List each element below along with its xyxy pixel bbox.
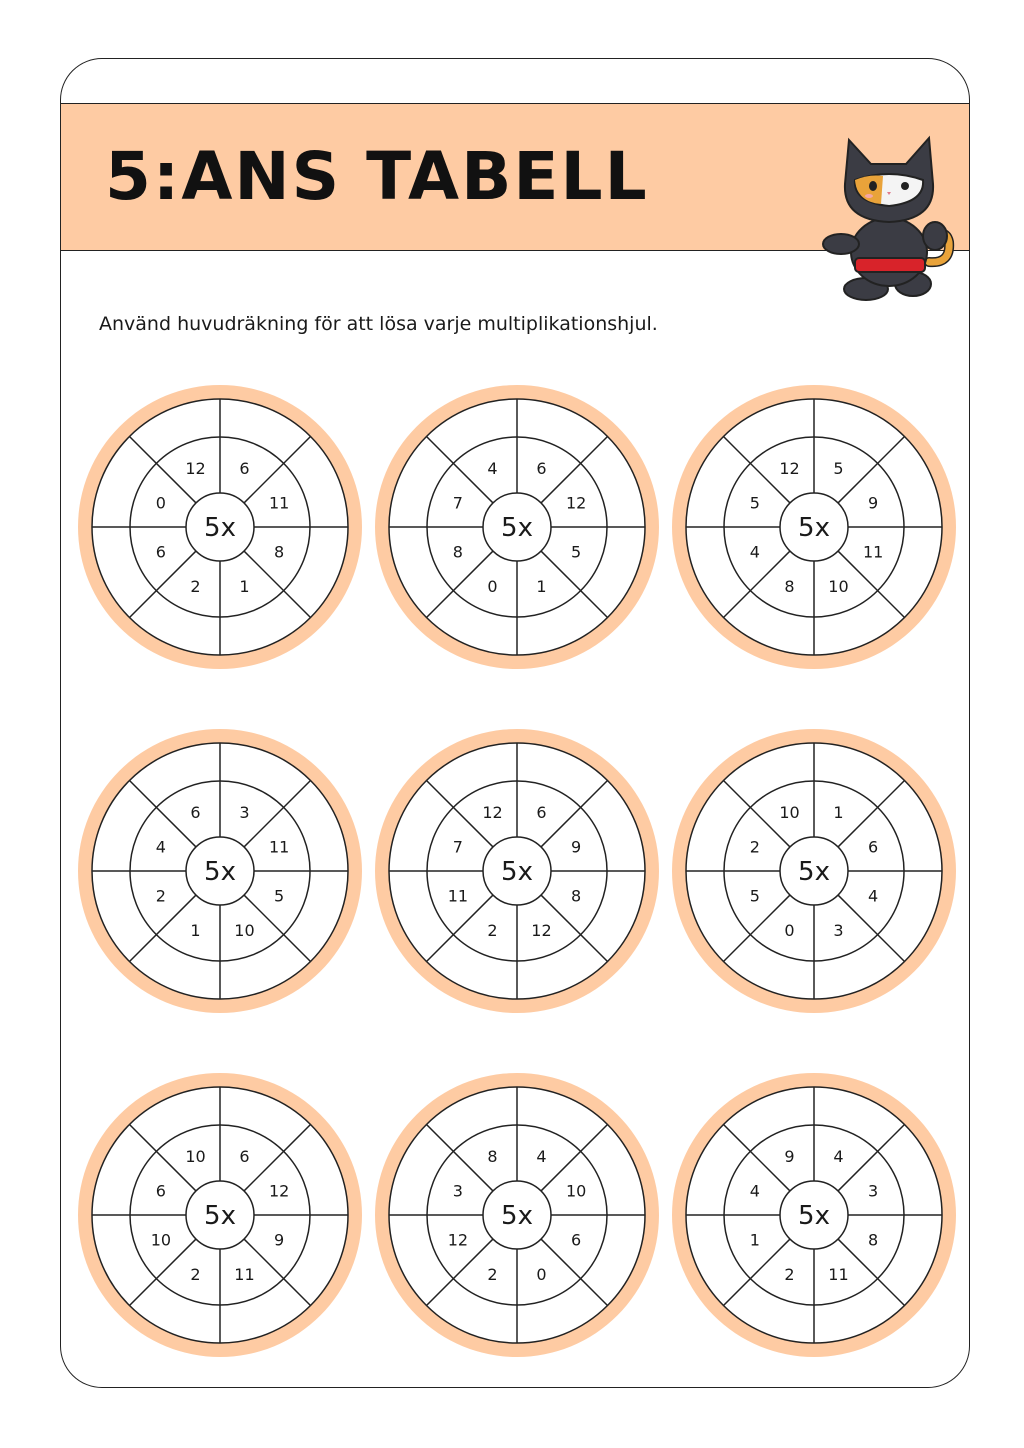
wheel-number: 7 [452, 493, 463, 513]
wheel-number: 1 [536, 577, 547, 597]
wheel-center-label: 5x [204, 513, 236, 543]
wheel-center-label: 5x [501, 1201, 533, 1231]
wheel-number: 10 [565, 1181, 587, 1201]
wheel-number: 3 [452, 1181, 463, 1201]
multiplication-wheel [664, 377, 964, 677]
wheel-center-label: 5x [204, 1201, 236, 1231]
wheel-number: 8 [274, 542, 285, 562]
wheel-number: 4 [536, 1146, 547, 1166]
wheel-number: 11 [234, 1265, 255, 1285]
instructions-text: Använd huvudräkning för att lösa varje multiplikationshjul. [99, 313, 658, 335]
wheel-number: 2 [487, 1265, 498, 1285]
wheel-number: 1 [833, 802, 844, 822]
wheel-number: 9 [274, 1230, 285, 1250]
wheel-number: 12 [482, 802, 503, 822]
multiplication-wheel [70, 377, 370, 677]
wheel-number: 2 [190, 1265, 201, 1285]
wheel-number: 5 [274, 886, 285, 906]
wheel-number: 12 [779, 458, 800, 478]
wheel-number: 4 [487, 458, 498, 478]
wheel-number: 12 [565, 493, 587, 513]
page-title: 5:ANS TABELL [105, 138, 649, 215]
wheel-number: 6 [155, 1181, 166, 1201]
wheel-number: 8 [487, 1146, 498, 1166]
multiplication-wheel [70, 721, 370, 1021]
wheel-number: 6 [239, 458, 250, 478]
wheel-number: 5 [749, 886, 760, 906]
wheel-number: 2 [155, 886, 166, 906]
wheel-number: 0 [784, 921, 795, 941]
wheel-number: 8 [571, 886, 582, 906]
wheel-number: 5 [571, 542, 582, 562]
wheel-number: 11 [268, 493, 290, 513]
wheel-number: 7 [452, 837, 463, 857]
wheel-number: 12 [268, 1181, 290, 1201]
wheel-number: 3 [868, 1181, 879, 1201]
wheel-number: 6 [536, 458, 547, 478]
wheel-number: 6 [571, 1230, 582, 1250]
multiplication-wheel [367, 721, 667, 1021]
wheel-number: 9 [784, 1146, 795, 1166]
wheels-grid [61, 59, 969, 1387]
wheel-number: 10 [779, 802, 800, 822]
multiplication-wheel [664, 1065, 964, 1365]
wheel-number: 5 [833, 458, 844, 478]
wheel-number: 0 [487, 577, 498, 597]
wheel-number: 5 [749, 493, 760, 513]
wheel-number: 8 [868, 1230, 879, 1250]
wheel-number: 6 [536, 802, 547, 822]
wheel-number: 4 [155, 837, 166, 857]
multiplication-wheel [70, 1065, 370, 1365]
wheel-number: 10 [150, 1230, 172, 1250]
wheel-center-label: 5x [204, 857, 236, 887]
wheel-number: 4 [868, 886, 879, 906]
wheel-number: 2 [749, 837, 760, 857]
wheel-number: 9 [868, 493, 879, 513]
wheel-number: 11 [862, 542, 884, 562]
wheel-number: 0 [155, 493, 166, 513]
wheel-number: 2 [487, 921, 498, 941]
wheel-number: 6 [190, 802, 201, 822]
wheel-number: 4 [833, 1146, 844, 1166]
wheel-number: 6 [868, 837, 879, 857]
wheel-center-label: 5x [798, 857, 830, 887]
wheel-number: 10 [828, 577, 849, 597]
wheel-center-label: 5x [798, 1201, 830, 1231]
worksheet-frame [60, 58, 970, 1388]
wheel-number: 6 [155, 542, 166, 562]
wheel-number: 11 [447, 886, 469, 906]
wheel-number: 12 [447, 1230, 469, 1250]
wheel-number: 3 [833, 921, 844, 941]
wheel-number: 9 [571, 837, 582, 857]
wheel-number: 12 [531, 921, 552, 941]
wheel-number: 10 [234, 921, 255, 941]
wheel-number: 2 [190, 577, 201, 597]
wheel-number: 2 [784, 1265, 795, 1285]
wheel-number: 6 [239, 1146, 250, 1166]
wheel-number: 12 [185, 458, 206, 478]
wheel-center-label: 5x [798, 513, 830, 543]
wheel-number: 1 [190, 921, 201, 941]
wheel-number: 11 [268, 837, 290, 857]
wheel-center-label: 5x [501, 513, 533, 543]
wheel-number: 11 [828, 1265, 849, 1285]
multiplication-wheel [367, 377, 667, 677]
wheel-number: 10 [185, 1146, 206, 1166]
wheel-number: 1 [749, 1230, 760, 1250]
wheel-center-label: 5x [501, 857, 533, 887]
wheel-number: 4 [749, 542, 760, 562]
wheel-number: 3 [239, 802, 250, 822]
multiplication-wheel [664, 721, 964, 1021]
wheel-number: 1 [239, 577, 250, 597]
wheel-number: 4 [749, 1181, 760, 1201]
wheel-number: 8 [452, 542, 463, 562]
wheel-number: 8 [784, 577, 795, 597]
multiplication-wheel [367, 1065, 667, 1365]
wheel-number: 0 [536, 1265, 547, 1285]
